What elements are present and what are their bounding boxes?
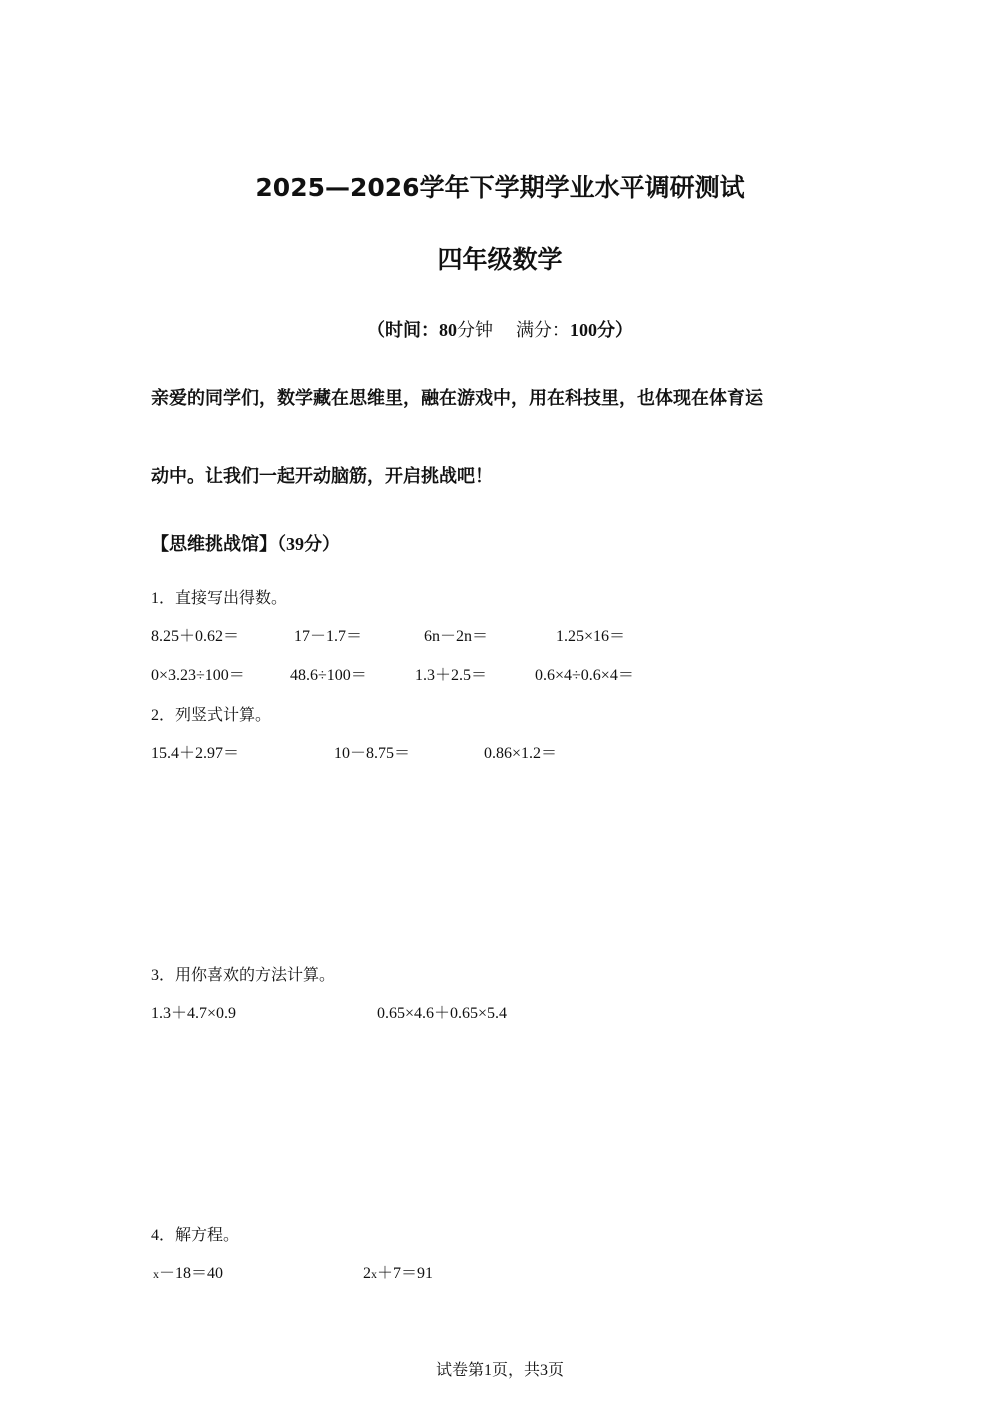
question-2-number: 2 (151, 707, 159, 724)
intro-line-1: 亲爱的同学们，数学藏在思维里，融在游戏中，用在科技里，也体现在体育运 (151, 388, 763, 409)
q1-item: 0.6×4÷0.6×4＝ (535, 667, 634, 684)
footer-page: 1 (483, 1362, 492, 1379)
section-score-unit: 分 (304, 534, 322, 555)
question-3-number: 3 (151, 967, 159, 984)
q2-item: 15.4＋2.97＝ (151, 745, 240, 762)
full-score-value: 100 (569, 320, 597, 340)
q1-item: 1.25×16＝ (556, 628, 626, 645)
question-4-title (151, 1222, 239, 1245)
time-open: （时间： (367, 320, 440, 341)
q2-item: 10－8.75＝ (334, 745, 411, 762)
intro-line-2: 动中。让我们一起开动脑筋，开启挑战吧！ (151, 466, 493, 487)
footer-total: 3 (540, 1362, 548, 1379)
q1-item: 1.3＋2.5＝ (415, 667, 488, 684)
equation-rest: ＋7＝91 (377, 1265, 434, 1282)
q1-item: 17－1.7＝ (294, 628, 363, 645)
time-close: ） (614, 320, 633, 341)
full-score-label: 满分： (515, 320, 570, 341)
equation-variable: x (153, 1267, 159, 1281)
exam-title: 2025—2026学年下学期学业水平调研测试 (255, 173, 745, 202)
time-info (0, 316, 1000, 342)
q3-item: 1.3＋4.7×0.9 (151, 1005, 237, 1022)
question-1-title (151, 585, 287, 608)
section-heading (151, 530, 340, 556)
q2-item: 0.86×1.2＝ (484, 745, 558, 762)
question-3-title (151, 962, 335, 985)
q1-item: 0×3.23÷100＝ (151, 667, 245, 684)
question-2-title (151, 702, 271, 725)
q3-item: 0.65×4.6＋0.65×5.4 (377, 1005, 508, 1022)
footer-prefix: 试卷第 (435, 1360, 484, 1379)
footer-suffix: 页 (548, 1360, 565, 1379)
q1-item: 6n－2n＝ (424, 628, 489, 645)
page-footer (0, 1357, 1000, 1380)
question-4-number: 4 (151, 1227, 159, 1244)
time-unit: 分钟 (457, 320, 494, 341)
question-2-text: ．列竖式计算。 (159, 705, 272, 724)
equation-variable: x (371, 1267, 377, 1281)
time-minutes: 80 (439, 320, 458, 340)
question-1-text: ．直接写出得数。 (159, 588, 288, 607)
section-score-open: （ (277, 534, 286, 555)
q4-equation-1 (153, 1260, 223, 1283)
subject-title: 四年级数学 (437, 245, 563, 274)
equation-rest: －18＝40 (159, 1265, 224, 1282)
footer-mid: 页，共 (491, 1360, 540, 1379)
question-1-number: 1 (151, 590, 159, 607)
q4-equation-2 (363, 1260, 433, 1283)
q1-item: 48.6÷100＝ (290, 667, 367, 684)
equation-coefficient: 2 (363, 1265, 371, 1282)
q1-item: 8.25＋0.62＝ (151, 628, 240, 645)
question-3-text: ．用你喜欢的方法计算。 (159, 965, 336, 984)
question-4-text: ．解方程。 (159, 1225, 240, 1244)
section-label: 【思维挑战馆】 (151, 534, 277, 555)
full-score-unit: 分 (596, 320, 615, 341)
section-score: 39 (286, 534, 304, 554)
section-score-close: ） (322, 534, 340, 555)
